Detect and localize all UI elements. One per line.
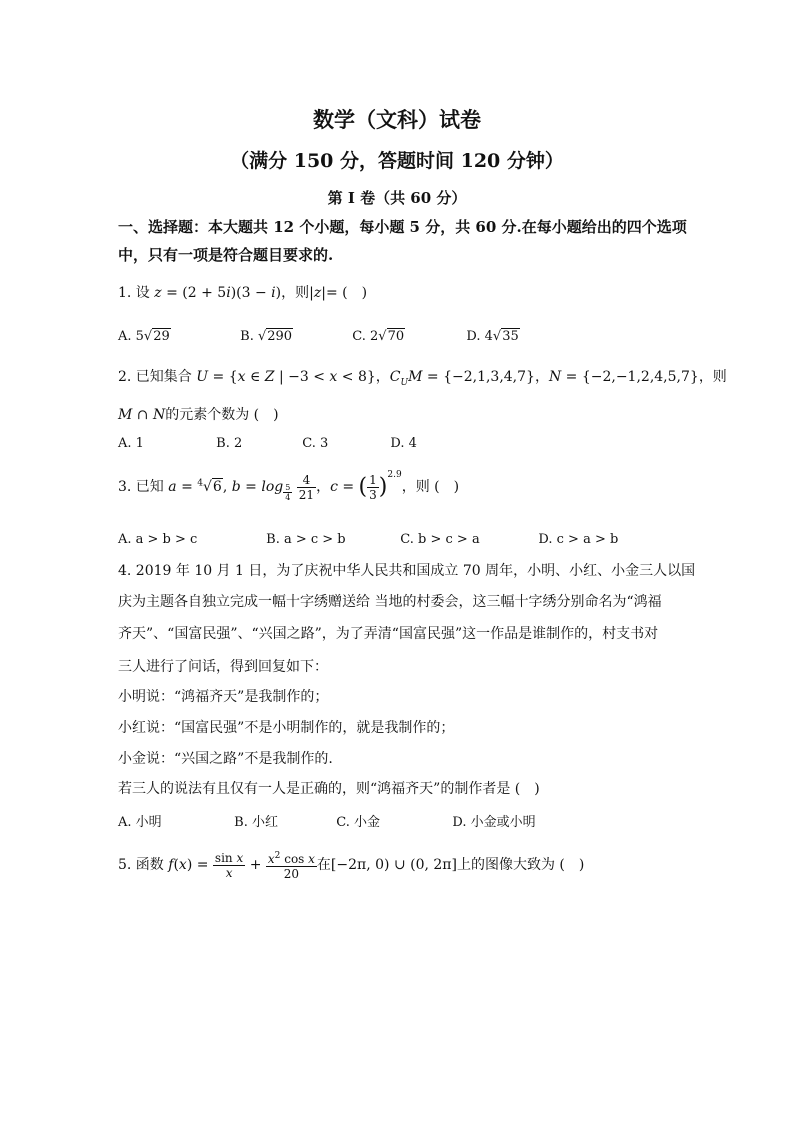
q2-option-b[interactable]: B. 2: [216, 436, 243, 451]
q4-option-c[interactable]: C. 小金: [336, 815, 381, 830]
q4-options: [118, 811, 536, 830]
question-4-line-4: 三人进行了问话，得到回复如下：: [118, 659, 328, 675]
question-3: 3. 已知 a = $^4$√6, b = log $_{\frac{5}{4}}$ $\frac{4}{21}$ ，c = ( $\frac{1}{3}$ )$^{2.9}$，则 ( ): [118, 470, 460, 502]
question-4-line-8: 若三人的说法有且仅有一人是正确的，则“鸿福齐天”的制作者是 ( ): [118, 781, 540, 797]
question-4-line-3: 齐天”、“国富民强”、“兴国之路”，为了弄清“国富民强”这一作品是谁制作的，村支书对: [118, 626, 659, 642]
q2-option-d[interactable]: D. 4: [390, 436, 417, 451]
question-4-line-1: 4. 2019 年 10 月 1 日，为了庆祝中华人民共和国成立 70 周年，小明、小红、小金三人以国: [118, 563, 696, 579]
question-4-line-7: 小金说：“兴国之路”不是我制作的.: [118, 751, 333, 767]
q3-option-d[interactable]: D. c > a > b: [538, 532, 619, 547]
q1-formula: z: [154, 285, 162, 301]
q4-option-a[interactable]: A. 小明: [118, 815, 162, 830]
q4-option-d[interactable]: D. 小金或小明: [452, 815, 536, 830]
q1-options: [118, 328, 520, 344]
q3-option-b[interactable]: B. a > c > b: [266, 532, 346, 547]
q1-option-b[interactable]: B. √290: [240, 329, 293, 344]
q3-options: [118, 532, 618, 547]
question-2-line-2: M ∩ N的元素个数为 ( ): [118, 407, 279, 423]
q1-option-a[interactable]: A. 5√29: [118, 329, 170, 344]
volume-heading: 第 I 卷（共 60 分）: [327, 189, 467, 207]
q4-option-b[interactable]: B. 小红: [234, 815, 278, 830]
exam-title: 数学（文科）试卷: [313, 107, 481, 132]
question-4-line-6: 小红说：“国富民强”不是小明制作的，就是我制作的；: [118, 720, 455, 736]
question-4-line-2: 庆为主题各自独立完成一幅十字绣赠送给 当地的村委会，这三幅十字绣分别命名为“鸿福: [118, 594, 662, 610]
exam-subtitle: （满分 150 分，答题时间 120 分钟）: [230, 150, 564, 172]
question-1: 1. 设 z = (2 + 5i)(3 − i)，则|z|= ( ): [118, 285, 368, 301]
q3-option-a[interactable]: A. a > b > c: [118, 532, 198, 547]
question-5: 5. 函数 f(x) = $\frac{\text{sin x}}{x}$ + $\frac{x^2 \cos x}{20}$ 在[−2π, 0) ∪ (0, 2π]上的图像大致为 ( ): [118, 850, 585, 881]
q2-options: [118, 436, 417, 451]
q3-option-c[interactable]: C. b > c > a: [400, 532, 480, 547]
section-intro: 一、选择题：本大题共 12 个小题，每小题 5 分，共 60 分.在每小题给出的四个选项中，只有一项是符合题目要求的.: [118, 218, 687, 264]
q1-option-c[interactable]: C. 2√70: [352, 329, 405, 344]
question-4-line-5: 小明说：“鸿福齐天”是我制作的；: [118, 689, 329, 705]
q2-option-c[interactable]: C. 3: [302, 436, 329, 451]
question-2: 2. 已知集合 U = {x ∈ Z | −3 < x < 8}，$C_UM = \{-2,1,3,4,7\}$，N = {−2,−1,2,4,5,7}，则: [118, 369, 727, 388]
q1-option-d[interactable]: D. 4√35: [466, 329, 519, 344]
q2-option-a[interactable]: A. 1: [118, 436, 144, 451]
